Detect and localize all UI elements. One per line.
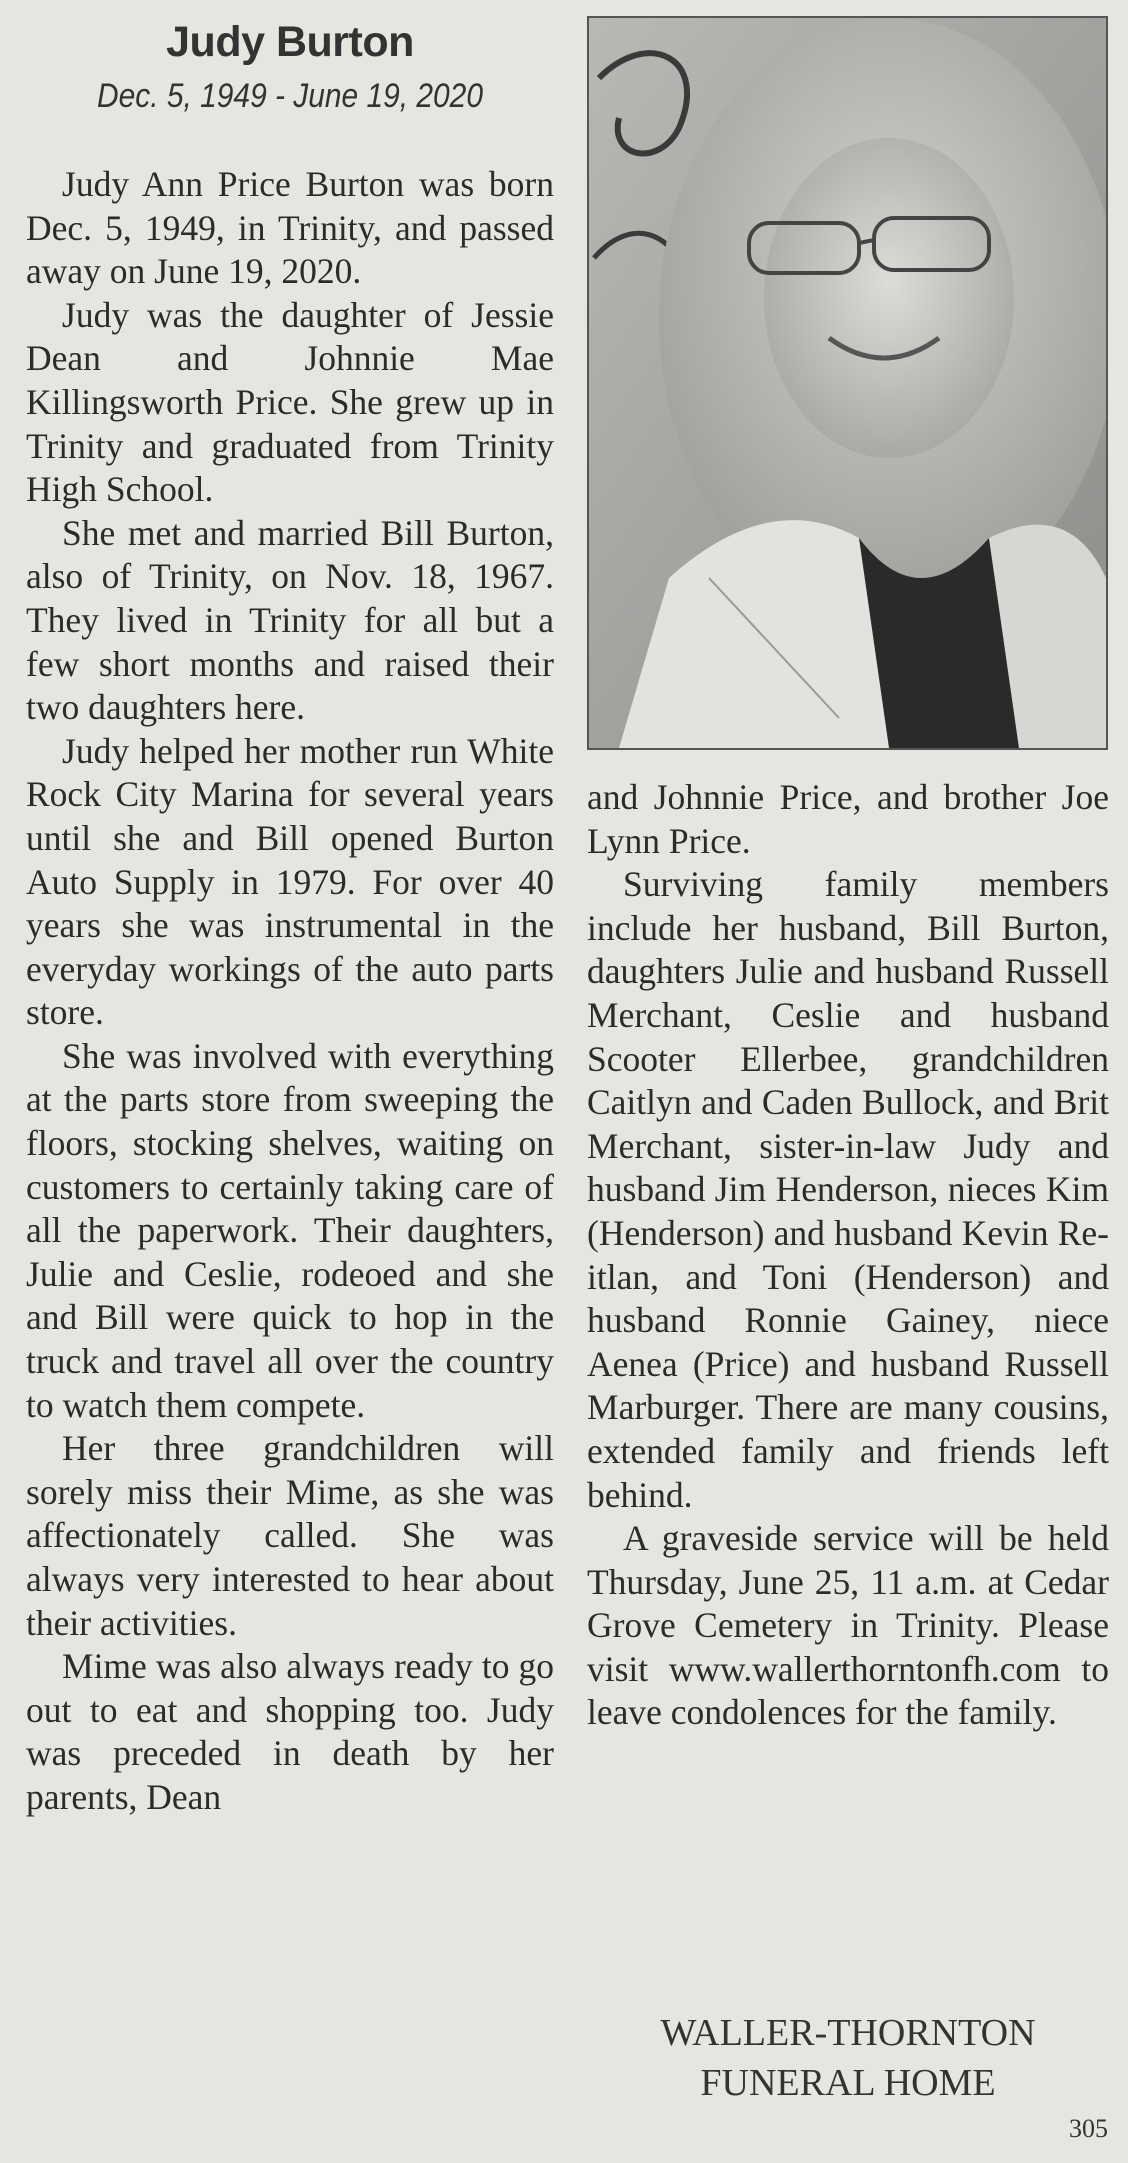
page-number: 305 xyxy=(1069,2114,1108,2143)
right-column xyxy=(587,776,1109,1735)
paragraph-marriage: She met and married Bill Burton, also of Trinity, on Nov. 18, 1967. They lived in Trinity for all but a few short months and raised their two daughters here. xyxy=(26,512,554,728)
portrait-photo xyxy=(587,16,1108,750)
paragraph-store-work: She was involved with everything at the parts store from sweeping the floors, stocking shelves, waiting on customers to certainly taking care of all the paperwork. Their daughters, Julie and Ceslie, rodeoed and she and Bill were quick to hop in the truck and travel all over the country to watch them compete. xyxy=(26,1035,554,1425)
obituary-heading xyxy=(30,12,550,120)
paragraph-preceded-cont: and Johnnie Price, and brother Joe Lynn Price. xyxy=(587,777,1109,861)
funeral-home-signoff xyxy=(587,2008,1109,2108)
paragraph-birth: Judy Ann Price Burton was born Dec. 5, 1949, in Trinity, and passed away on June 19, 2020. xyxy=(26,164,554,292)
portrait-image xyxy=(589,18,1106,748)
left-column xyxy=(26,163,554,1820)
paragraph-business: Judy helped her mother run White Rock City Marina for several years until she and Bill opened Burton Auto Supply in 1979. For over 40 years she was instrumental in the everyday workings of the auto parts store. xyxy=(26,730,554,1033)
paragraph-parents: Judy was the daughter of Jessie Dean and Johnnie Mae Killingsworth Price. She grew up in Trinity and graduated from Trinity High School. xyxy=(26,294,554,510)
obituary-name: Judy Burton xyxy=(166,18,414,66)
paragraph-survivors: Surviving family members include her husband, Bill Burton, daughters Julie and husband Russell Merchant, Ceslie and husband Scooter Ellerbee, grandchildren Caitlyn and Caden Bullock, and Brit Merchant, sister-in-law Judy and husband Jim Henderson, nieces Kim (Henderson) and husband Kevin Reitlan, and Toni (Henderson) and husband Ronnie Gainey, niece Aenea (Price) and husband Russell Marburger. There are many cousins, extended family and friends left behind. xyxy=(587,864,1109,1515)
obituary-dates: Dec. 5, 1949 - June 19, 2020 xyxy=(97,77,483,115)
funeral-home-line1: WALLER-THORNTON xyxy=(660,2012,1036,2054)
funeral-home-line2: FUNERAL HOME xyxy=(700,2062,996,2104)
paragraph-grandchildren: Her three grandchildren will sorely miss their Mime, as she was affectionately called. She was always very interested to hear about their activities. xyxy=(26,1428,554,1643)
paragraph-service: A graveside service will be held Thursday, June 25, 11 a.m. at Cedar Grove Cemetery in Trinity. Please visit www.wallerthorntonfh.com to leave condolences for the family. xyxy=(587,1518,1109,1733)
paragraph-shopping: Mime was also always ready to go out to eat and shopping too. Judy was preceded in death by her parents, Dean xyxy=(26,1646,554,1817)
